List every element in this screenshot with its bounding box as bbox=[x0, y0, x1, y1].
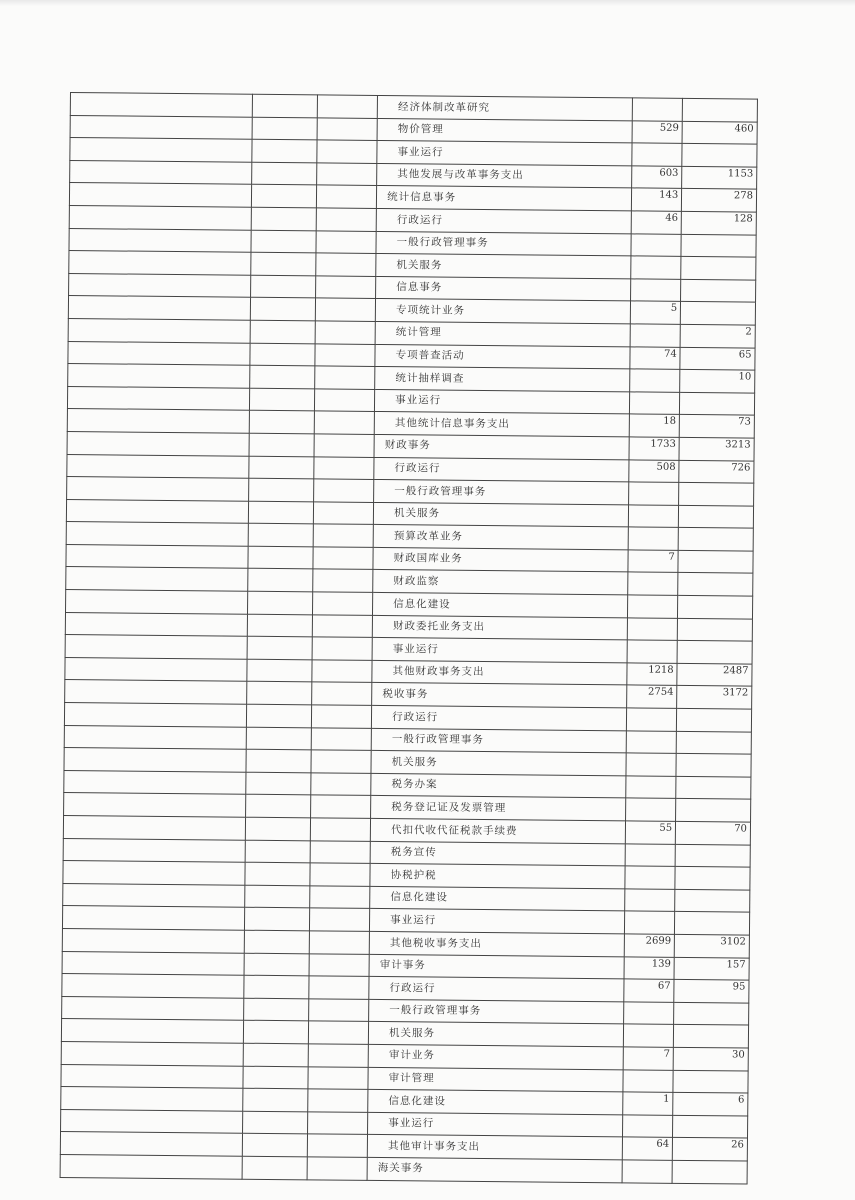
item-name: 事业运行 bbox=[377, 141, 632, 166]
empty-cell bbox=[244, 908, 309, 931]
value-2 bbox=[673, 1070, 748, 1093]
value-1: 1 bbox=[622, 1092, 673, 1115]
empty-cell bbox=[248, 569, 313, 592]
value-2: 157 bbox=[674, 957, 749, 980]
item-name: 机关服务 bbox=[376, 254, 631, 279]
empty-cell bbox=[313, 479, 374, 502]
empty-cell bbox=[242, 1156, 307, 1179]
empty-cell bbox=[62, 996, 244, 1020]
empty-cell bbox=[314, 389, 375, 412]
empty-cell bbox=[242, 1134, 307, 1157]
item-name: 其他审计事务支出 bbox=[367, 1135, 622, 1160]
empty-cell bbox=[245, 795, 310, 818]
value-1 bbox=[630, 324, 681, 347]
empty-cell bbox=[246, 749, 311, 772]
value-1 bbox=[624, 911, 675, 934]
item-name: 预算改革业务 bbox=[373, 525, 628, 550]
item-name: 行政运行 bbox=[376, 208, 631, 233]
empty-cell bbox=[70, 93, 252, 117]
value-2: 2 bbox=[680, 324, 755, 347]
item-name: 信息化建设 bbox=[370, 886, 625, 911]
item-name: 一般行政管理事务 bbox=[376, 231, 631, 256]
value-2: 2487 bbox=[677, 663, 752, 686]
item-name: 一般行政管理事务 bbox=[374, 480, 629, 505]
value-1 bbox=[626, 708, 677, 731]
value-2 bbox=[681, 279, 756, 302]
value-1 bbox=[630, 279, 681, 302]
value-2: 278 bbox=[682, 189, 757, 212]
empty-cell bbox=[311, 660, 372, 683]
empty-cell bbox=[245, 817, 310, 840]
empty-cell bbox=[246, 704, 311, 727]
empty-cell bbox=[245, 840, 310, 863]
value-2 bbox=[681, 302, 756, 325]
value-1 bbox=[622, 1115, 673, 1138]
value-1: 18 bbox=[629, 414, 680, 437]
value-2: 128 bbox=[681, 211, 756, 234]
empty-cell bbox=[310, 840, 371, 863]
empty-cell bbox=[246, 682, 311, 705]
item-name: 信息化建设 bbox=[368, 1090, 623, 1115]
empty-cell bbox=[314, 434, 375, 457]
value-2 bbox=[677, 708, 752, 731]
value-1: 67 bbox=[623, 979, 674, 1002]
value-2: 70 bbox=[676, 821, 751, 844]
empty-cell bbox=[251, 252, 316, 275]
item-name: 税务办案 bbox=[371, 773, 626, 798]
empty-cell bbox=[315, 276, 376, 299]
value-2 bbox=[681, 234, 756, 257]
empty-cell bbox=[251, 185, 316, 208]
value-1: 74 bbox=[630, 346, 681, 369]
value-1 bbox=[627, 595, 678, 618]
value-2: 3102 bbox=[674, 934, 749, 957]
empty-cell bbox=[311, 727, 372, 750]
empty-cell bbox=[67, 386, 249, 410]
value-1 bbox=[622, 1160, 673, 1183]
value-1 bbox=[627, 572, 678, 595]
empty-cell bbox=[66, 522, 248, 546]
item-name: 协税护税 bbox=[370, 864, 625, 889]
item-name: 信息化建设 bbox=[373, 592, 628, 617]
value-1: 2754 bbox=[626, 685, 677, 708]
value-1 bbox=[625, 798, 676, 821]
empty-cell bbox=[65, 612, 247, 636]
value-2 bbox=[680, 392, 755, 415]
empty-cell bbox=[315, 230, 376, 253]
item-name: 机关服务 bbox=[368, 1022, 623, 1047]
empty-cell bbox=[309, 863, 370, 886]
empty-cell bbox=[250, 298, 315, 321]
empty-cell bbox=[314, 343, 375, 366]
empty-cell bbox=[61, 1041, 243, 1065]
empty-cell bbox=[68, 364, 250, 388]
value-2: 65 bbox=[680, 347, 755, 370]
value-1: 143 bbox=[631, 188, 682, 211]
value-2: 10 bbox=[680, 369, 755, 392]
empty-cell bbox=[69, 228, 251, 252]
value-2: 73 bbox=[679, 415, 754, 438]
empty-cell bbox=[67, 477, 249, 501]
empty-cell bbox=[69, 273, 251, 297]
value-1 bbox=[627, 640, 678, 663]
empty-cell bbox=[249, 433, 314, 456]
empty-cell bbox=[313, 502, 374, 525]
empty-cell bbox=[63, 815, 245, 839]
empty-cell bbox=[64, 793, 246, 817]
value-1 bbox=[632, 143, 683, 166]
item-name: 财政委托业务支出 bbox=[372, 615, 627, 640]
value-2: 1153 bbox=[682, 166, 757, 189]
value-1: 5 bbox=[630, 301, 681, 324]
empty-cell bbox=[250, 275, 315, 298]
item-name: 事业运行 bbox=[375, 389, 630, 414]
empty-cell bbox=[64, 748, 246, 772]
empty-cell bbox=[63, 883, 245, 907]
value-1: 55 bbox=[625, 821, 676, 844]
empty-cell bbox=[67, 431, 249, 455]
empty-cell bbox=[66, 567, 248, 591]
empty-cell bbox=[62, 974, 244, 998]
empty-cell bbox=[309, 953, 370, 976]
value-1 bbox=[629, 392, 680, 415]
empty-cell bbox=[242, 1111, 307, 1134]
empty-cell bbox=[62, 928, 244, 952]
value-2 bbox=[674, 1002, 749, 1025]
value-1 bbox=[624, 889, 675, 912]
empty-cell bbox=[70, 138, 252, 162]
value-2: 460 bbox=[682, 121, 757, 144]
value-2 bbox=[681, 257, 756, 280]
empty-cell bbox=[316, 140, 377, 163]
empty-cell bbox=[317, 95, 378, 118]
value-1 bbox=[623, 1024, 674, 1047]
value-2 bbox=[678, 528, 753, 551]
item-name: 审计业务 bbox=[368, 1044, 623, 1069]
empty-cell bbox=[309, 931, 370, 954]
value-2 bbox=[675, 867, 750, 890]
empty-cell bbox=[248, 524, 313, 547]
empty-cell bbox=[313, 456, 374, 479]
empty-cell bbox=[68, 296, 250, 320]
empty-cell bbox=[247, 636, 312, 659]
value-1 bbox=[628, 505, 679, 528]
empty-cell bbox=[62, 906, 244, 930]
empty-cell bbox=[64, 770, 246, 794]
item-name: 税收事务 bbox=[372, 683, 627, 708]
item-name: 审计管理 bbox=[368, 1067, 623, 1092]
empty-cell bbox=[68, 318, 250, 342]
empty-cell bbox=[243, 1021, 308, 1044]
empty-cell bbox=[244, 930, 309, 953]
empty-cell bbox=[65, 657, 247, 681]
empty-cell bbox=[307, 1089, 368, 1112]
value-1 bbox=[628, 482, 679, 505]
item-name: 统计管理 bbox=[375, 321, 630, 346]
item-name: 机关服务 bbox=[371, 751, 626, 776]
value-1 bbox=[629, 369, 680, 392]
item-name: 其他税收事务支出 bbox=[369, 931, 624, 956]
empty-cell bbox=[68, 341, 250, 365]
empty-cell bbox=[252, 94, 317, 117]
empty-cell bbox=[308, 1021, 369, 1044]
item-name: 其他发展与改革事务支出 bbox=[377, 163, 632, 188]
item-name: 其他统计信息事务支出 bbox=[374, 412, 629, 437]
empty-cell bbox=[252, 117, 317, 140]
value-2 bbox=[676, 799, 751, 822]
value-1: 46 bbox=[631, 211, 682, 234]
empty-cell bbox=[309, 886, 370, 909]
value-2 bbox=[676, 776, 751, 799]
empty-cell bbox=[247, 659, 312, 682]
value-2 bbox=[675, 912, 750, 935]
empty-cell bbox=[249, 388, 314, 411]
value-2 bbox=[678, 573, 753, 596]
empty-cell bbox=[64, 725, 246, 749]
empty-cell bbox=[243, 998, 308, 1021]
empty-cell bbox=[61, 1064, 243, 1088]
empty-cell bbox=[244, 953, 309, 976]
value-2: 3213 bbox=[679, 437, 754, 460]
value-1: 603 bbox=[631, 166, 682, 189]
empty-cell bbox=[312, 637, 373, 660]
empty-cell bbox=[312, 592, 373, 615]
empty-cell bbox=[315, 321, 376, 344]
empty-cell bbox=[60, 1154, 242, 1178]
item-name: 事业运行 bbox=[372, 638, 627, 663]
empty-cell bbox=[61, 1087, 243, 1111]
empty-cell bbox=[62, 951, 244, 975]
empty-cell bbox=[313, 524, 374, 547]
value-1 bbox=[625, 776, 676, 799]
empty-cell bbox=[307, 1134, 368, 1157]
empty-cell bbox=[61, 1019, 243, 1043]
value-1 bbox=[625, 843, 676, 866]
item-name: 审计事务 bbox=[369, 954, 624, 979]
empty-cell bbox=[247, 614, 312, 637]
value-2 bbox=[673, 1115, 748, 1138]
value-1: 1733 bbox=[629, 437, 680, 460]
empty-cell bbox=[67, 454, 249, 478]
value-1 bbox=[625, 866, 676, 889]
item-name: 一般行政管理事务 bbox=[369, 999, 624, 1024]
empty-cell bbox=[245, 885, 310, 908]
value-2: 26 bbox=[672, 1138, 747, 1161]
empty-cell bbox=[60, 1132, 242, 1156]
item-name: 信息事务 bbox=[376, 276, 631, 301]
value-1 bbox=[623, 1069, 674, 1092]
item-name: 行政运行 bbox=[374, 457, 629, 482]
empty-cell bbox=[67, 409, 249, 433]
empty-cell bbox=[315, 298, 376, 321]
value-1 bbox=[631, 233, 682, 256]
value-2 bbox=[682, 144, 757, 167]
empty-cell bbox=[63, 861, 245, 885]
item-name: 机关服务 bbox=[373, 502, 628, 527]
item-name: 统计信息事务 bbox=[377, 186, 632, 211]
item-name: 行政运行 bbox=[369, 977, 624, 1002]
value-2 bbox=[676, 731, 751, 754]
value-2: 6 bbox=[673, 1092, 748, 1115]
empty-cell bbox=[246, 727, 311, 750]
value-1: 7 bbox=[628, 550, 679, 573]
empty-cell bbox=[308, 976, 369, 999]
empty-cell bbox=[315, 253, 376, 276]
value-1 bbox=[630, 256, 681, 279]
value-2 bbox=[679, 482, 754, 505]
empty-cell bbox=[307, 1066, 368, 1089]
empty-cell bbox=[310, 750, 371, 773]
empty-cell bbox=[312, 615, 373, 638]
empty-cell bbox=[311, 705, 372, 728]
value-2 bbox=[682, 98, 757, 121]
empty-cell bbox=[61, 1109, 243, 1133]
empty-cell bbox=[307, 1157, 368, 1180]
value-2 bbox=[678, 595, 753, 618]
table-body bbox=[60, 93, 757, 1184]
item-name: 财政事务 bbox=[374, 434, 629, 459]
empty-cell bbox=[316, 185, 377, 208]
item-name: 事业运行 bbox=[368, 1112, 623, 1137]
empty-cell bbox=[245, 862, 310, 885]
value-2 bbox=[672, 1160, 747, 1183]
empty-cell bbox=[310, 773, 371, 796]
value-2 bbox=[678, 550, 753, 573]
empty-cell bbox=[252, 139, 317, 162]
value-1 bbox=[627, 618, 678, 641]
empty-cell bbox=[251, 230, 316, 253]
empty-cell bbox=[316, 208, 377, 231]
value-1: 1218 bbox=[627, 663, 678, 686]
empty-cell bbox=[314, 366, 375, 389]
item-name: 代扣代收代征税款手续费 bbox=[370, 818, 625, 843]
budget-table bbox=[60, 92, 758, 1184]
value-1: 64 bbox=[622, 1137, 673, 1160]
empty-cell bbox=[317, 117, 378, 140]
item-name: 财政国库业务 bbox=[373, 547, 628, 572]
empty-cell bbox=[69, 251, 251, 275]
value-2: 3172 bbox=[677, 686, 752, 709]
value-2: 726 bbox=[679, 460, 754, 483]
item-name: 税务登记证及发票管理 bbox=[371, 796, 626, 821]
item-name: 行政运行 bbox=[372, 705, 627, 730]
empty-cell bbox=[311, 682, 372, 705]
value-2: 95 bbox=[674, 979, 749, 1002]
empty-cell bbox=[69, 183, 251, 207]
value-1: 7 bbox=[623, 1047, 674, 1070]
value-1 bbox=[628, 527, 679, 550]
empty-cell bbox=[243, 1088, 308, 1111]
item-name: 财政监察 bbox=[373, 570, 628, 595]
empty-cell bbox=[65, 680, 247, 704]
empty-cell bbox=[66, 499, 248, 523]
empty-cell bbox=[310, 795, 371, 818]
value-1: 529 bbox=[632, 120, 683, 143]
value-2 bbox=[675, 889, 750, 912]
value-2 bbox=[675, 844, 750, 867]
empty-cell bbox=[310, 818, 371, 841]
value-2 bbox=[677, 641, 752, 664]
item-name: 海关事务 bbox=[367, 1157, 622, 1182]
empty-cell bbox=[308, 1044, 369, 1067]
empty-cell bbox=[70, 160, 252, 184]
value-1 bbox=[626, 753, 677, 776]
empty-cell bbox=[251, 162, 316, 185]
empty-cell bbox=[243, 1043, 308, 1066]
item-name: 事业运行 bbox=[370, 909, 625, 934]
value-1: 508 bbox=[628, 459, 679, 482]
item-name: 一般行政管理事务 bbox=[371, 728, 626, 753]
value-1: 139 bbox=[624, 956, 675, 979]
item-name: 物价管理 bbox=[377, 118, 632, 143]
empty-cell bbox=[243, 1066, 308, 1089]
value-2 bbox=[679, 505, 754, 528]
empty-cell bbox=[312, 547, 373, 570]
value-1: 2699 bbox=[624, 934, 675, 957]
empty-cell bbox=[244, 975, 309, 998]
empty-cell bbox=[65, 635, 247, 659]
empty-cell bbox=[246, 772, 311, 795]
empty-cell bbox=[249, 456, 314, 479]
empty-cell bbox=[316, 163, 377, 186]
item-name: 经济体制改革研究 bbox=[377, 95, 632, 120]
empty-cell bbox=[250, 343, 315, 366]
value-2: 30 bbox=[673, 1047, 748, 1070]
empty-cell bbox=[307, 1112, 368, 1135]
empty-cell bbox=[64, 703, 246, 727]
empty-cell bbox=[308, 999, 369, 1022]
empty-cell bbox=[247, 591, 312, 614]
empty-cell bbox=[63, 838, 245, 862]
empty-cell bbox=[70, 115, 252, 139]
value-2 bbox=[674, 1025, 749, 1048]
empty-cell bbox=[248, 478, 313, 501]
empty-cell bbox=[309, 908, 370, 931]
value-1 bbox=[626, 730, 677, 753]
value-1 bbox=[632, 98, 683, 121]
empty-cell bbox=[314, 411, 375, 434]
empty-cell bbox=[249, 411, 314, 434]
empty-cell bbox=[66, 544, 248, 568]
value-2 bbox=[676, 754, 751, 777]
item-name: 税务宣传 bbox=[370, 841, 625, 866]
value-2 bbox=[677, 618, 752, 641]
empty-cell bbox=[248, 501, 313, 524]
empty-cell bbox=[312, 569, 373, 592]
empty-cell bbox=[250, 320, 315, 343]
empty-cell bbox=[251, 207, 316, 230]
empty-cell bbox=[250, 365, 315, 388]
empty-cell bbox=[66, 590, 248, 614]
item-name: 其他财政事务支出 bbox=[372, 660, 627, 685]
value-1 bbox=[623, 1002, 674, 1025]
item-name: 专项统计业务 bbox=[375, 299, 630, 324]
item-name: 专项普查活动 bbox=[375, 344, 630, 369]
scan-edge bbox=[0, 0, 855, 6]
item-name: 统计抽样调查 bbox=[375, 367, 630, 392]
empty-cell bbox=[69, 205, 251, 229]
empty-cell bbox=[248, 546, 313, 569]
